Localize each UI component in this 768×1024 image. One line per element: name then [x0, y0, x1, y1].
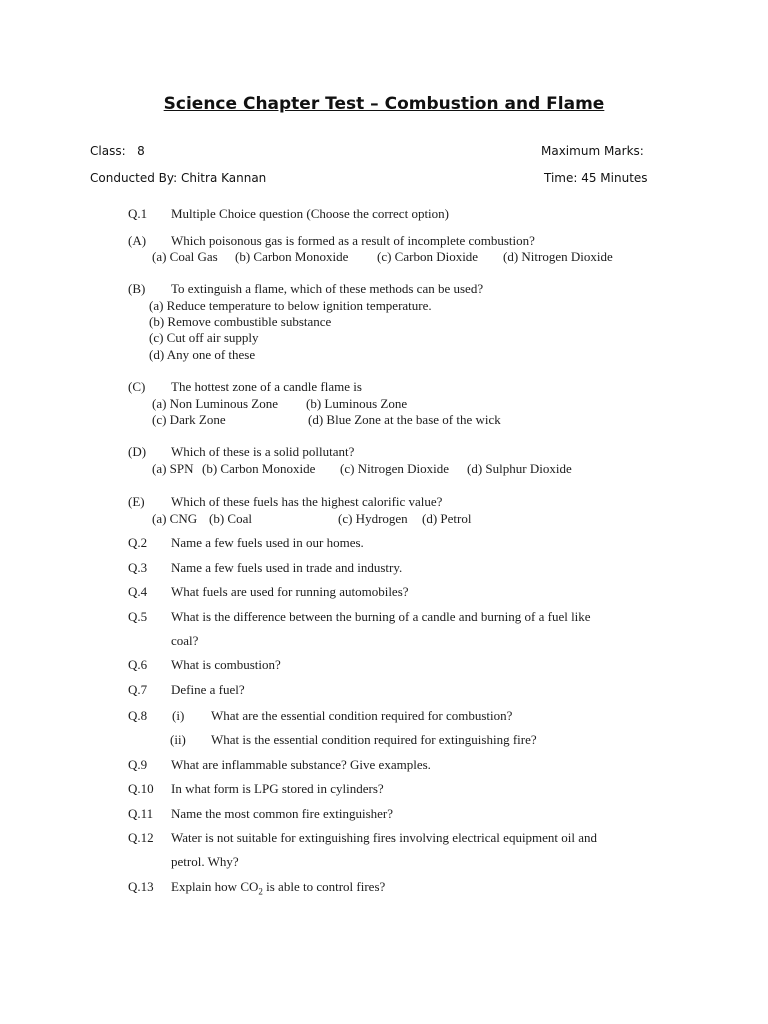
mcq-option: (c) Nitrogen Dioxide [340, 461, 450, 476]
mcq-option: (d) Nitrogen Dioxide [503, 249, 613, 264]
question-text: What are inflammable substance? Give examples. [171, 757, 431, 772]
mcq-option: (a) Non Luminous Zone [152, 396, 279, 411]
mcq-option: (c) Hydrogen [338, 511, 408, 526]
page-title: Science Chapter Test – Combustion and Flame [163, 94, 605, 114]
sub-question-label: (i) [172, 708, 185, 723]
question-text: In what form is LPG stored in cylinders? [171, 781, 384, 796]
mcq-question: To extinguish a flame, which of these methods can be used? [171, 281, 484, 296]
mcq-heading: Multiple Choice question (Choose the correct option) [171, 206, 449, 221]
mcq-option: (d) Sulphur Dioxide [467, 461, 572, 476]
time-allowed: Time: 45 Minutes [544, 171, 648, 185]
mcq-option: (c) Carbon Dioxide [377, 249, 479, 264]
question-number: Q.10 [128, 781, 154, 796]
question-text-part: is able to control fires? [262, 879, 386, 894]
class-value: 8 [137, 144, 145, 158]
question-text: What is combustion? [171, 657, 281, 672]
mcq-option: (b) Carbon Monoxide [235, 249, 349, 264]
mcq-option: (d) Any one of these [149, 347, 256, 362]
question-number: Q.3 [128, 560, 148, 575]
question-text-part: Explain how CO [171, 879, 259, 894]
mcq-question: Which of these is a solid pollutant? [171, 444, 355, 459]
question-number: Q.7 [128, 682, 148, 697]
mcq-letter: (C) [128, 379, 146, 394]
question-text: Name a few fuels used in trade and industry. [171, 560, 403, 575]
mcq-option: (a) Reduce temperature to below ignition temperature. [149, 298, 432, 313]
question-text: Name the most common fire extinguisher? [171, 806, 394, 821]
mcq-option: (d) Blue Zone at the base of the wick [308, 412, 501, 427]
mcq-option: (b) Carbon Monoxide [202, 461, 316, 476]
mcq-letter: (B) [128, 281, 146, 296]
question-text-continued: coal? [171, 633, 199, 648]
question-number: Q.2 [128, 535, 148, 550]
mcq-option: (d) Petrol [422, 511, 472, 526]
question-number: Q.9 [128, 757, 148, 772]
mcq-option: (b) Remove combustible substance [149, 314, 332, 329]
mcq-option: (c) Dark Zone [152, 412, 226, 427]
question-text: What is the difference between the burning of a candle and burning of a fuel like [171, 609, 591, 624]
class-label-text: Class: [90, 144, 126, 158]
sub-question-text: What is the essential condition required for extinguishing fire? [211, 732, 537, 747]
mcq-question: The hottest zone of a candle flame is [171, 379, 362, 394]
mcq-question: Which poisonous gas is formed as a result of incomplete combustion? [171, 233, 535, 248]
question-text: Name a few fuels used in our homes. [171, 535, 364, 550]
class-label [90, 144, 145, 158]
question-number: Q.6 [128, 657, 148, 672]
subscript: 2 [258, 886, 263, 897]
mcq-letter: (A) [128, 233, 147, 248]
mcq-option: (b) Coal [209, 511, 252, 526]
question-text: Define a fuel? [171, 682, 245, 697]
question-text: What fuels are used for running automobiles? [171, 584, 409, 599]
mcq-option: (a) CNG [152, 511, 198, 526]
mcq-option: (a) SPN [152, 461, 194, 476]
question-number: Q.4 [128, 584, 148, 599]
question-number: Q.1 [128, 206, 148, 221]
sub-question-text: What are the essential condition required for combustion? [211, 708, 513, 723]
question-number: Q.8 [128, 708, 148, 723]
mcq-letter: (D) [128, 444, 147, 459]
mcq-option: (a) Coal Gas [152, 249, 218, 264]
conducted-by: Conducted By: Chitra Kannan [90, 171, 267, 185]
question-number: Q.13 [128, 879, 154, 894]
question-text: Water is not suitable for extinguishing fires involving electrical equipment oil and [171, 830, 598, 845]
maximum-marks: Maximum Marks: [541, 144, 644, 158]
question-text [171, 879, 385, 900]
question-text-continued: petrol. Why? [171, 854, 239, 869]
question-number: Q.5 [128, 609, 148, 624]
mcq-letter: (E) [128, 494, 145, 509]
mcq-option: (b) Luminous Zone [306, 396, 408, 411]
sub-question-label: (ii) [170, 732, 186, 747]
question-number: Q.11 [128, 806, 154, 821]
question-number: Q.12 [128, 830, 154, 845]
mcq-question: Which of these fuels has the highest calorific value? [171, 494, 443, 509]
mcq-option: (c) Cut off air supply [149, 330, 259, 345]
